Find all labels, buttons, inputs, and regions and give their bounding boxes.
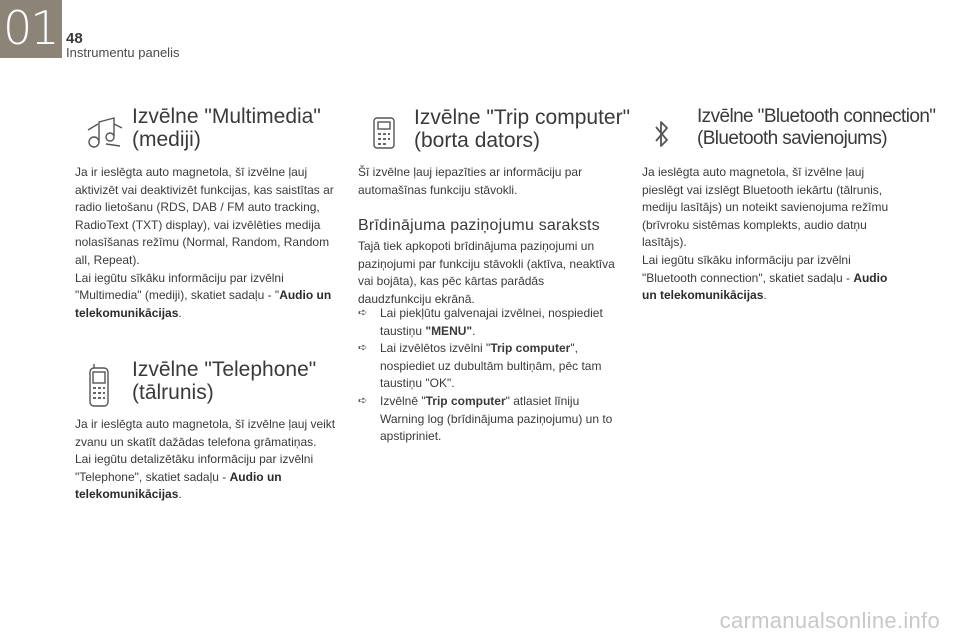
watermark: carmanualsonline.info (719, 608, 940, 633)
multimedia-title: Izvēlne "Multimedia" (mediji) (132, 105, 321, 151)
trip-intro: Šī izvēlne ļauj iepazīties ar informāciju par automašīnas funkciju stāvokli. (358, 165, 583, 197)
telephone-link: Audio un telekomunikācijas (75, 469, 282, 502)
multimedia-note-icon (84, 116, 124, 152)
multimedia-description: Ja ir ieslēgta auto magnetola, šī izvēlne ļauj aktivizēt vai deaktivizēt funkcijas, kas saistītas ar radio lietošanu (RDS, DAB / FM auto tracking, RadioText (TXT) display), vai izvēlēties medija nolasīšanas režīmu (Normal, Random, Random all, Repeat). Lai iegūtu sīkāku informāciju par izvēlni "Multimedia" (mediji), skatiet sadaļu - "Audio un telekomunikācijas. (75, 165, 334, 320)
trip-step: ➪ Izvēlnē "Trip computer" atlasiet līniju Warning log (brīdinājuma paziņojumu) un to apstipriniet. (358, 393, 613, 444)
trip-step: ➪ Lai izvēlētos izvēlni "Trip computer", nospiediet uz dubultām bultiņām, pēc tam taustiņu "OK". (358, 341, 602, 391)
trip-step: ➪ Lai piekļūtu galvenajai izvēlnei, nospiediet taustiņu "MENU". (358, 306, 603, 338)
bluetooth-link: Audio un telekomunikācijas (642, 270, 888, 303)
chapter-badge (0, 0, 62, 58)
trip-steps-list (358, 305, 620, 446)
page-number: 48 (66, 30, 83, 47)
mobile-phone-icon (86, 362, 112, 408)
warning-log-description: Tajā tiek apkopoti brīdinājuma paziņojumi un paziņojumi par funkciju stāvokli (aktīva, neaktīva vai bojāta), kas pēc kārtas parādās daudzfunkciju ekrānā. (358, 239, 615, 306)
chapter-number: 01 (3, 1, 58, 55)
bluetooth-title: Izvēlne "Bluetooth connection" (Bluetooth savienojums) (697, 106, 936, 149)
warning-log-subtitle: Brīdinājuma paziņojumu saraksts (358, 217, 600, 234)
trip-title: Izvēlne "Trip computer" (borta dators) (414, 106, 631, 152)
arrow-bullet-icon: ➪ (358, 394, 368, 407)
telephone-title: Izvēlne "Telephone" (tālrunis) (132, 358, 317, 404)
telephone-description: Ja ir ieslēgta auto magnetola, šī izvēlne ļauj veikt zvanu un skatīt dažādas telefona grāmatiņas. Lai iegūtu detalizētāku informāciju par izvēlni "Telephone", skatiet sadaļu - Audio un telekomunikācijas. (75, 417, 336, 502)
section-title: Instrumentu panelis (66, 45, 180, 60)
bluetooth-icon (653, 118, 671, 150)
bluetooth-description: Ja ieslēgta auto magnetola, šī izvēlne ļauj pieslēgt vai izslēgt Bluetooth iekārtu (tālrunis, mediju lasītājs) un noteikt savienojuma režīmu (brīvroku sistēmas komplekts, audio datņu lasītājs). Lai iegūtu sīkāku informāciju par izvēlni "Bluetooth connection", skatiet sadaļu - Audio un telekomunikācijas. (642, 165, 889, 303)
multimedia-link: Audio un telekomunikācijas (75, 288, 332, 320)
arrow-bullet-icon: ➪ (358, 342, 368, 355)
arrow-bullet-icon: ➪ (358, 307, 368, 319)
trip-computer-icon (370, 116, 400, 150)
